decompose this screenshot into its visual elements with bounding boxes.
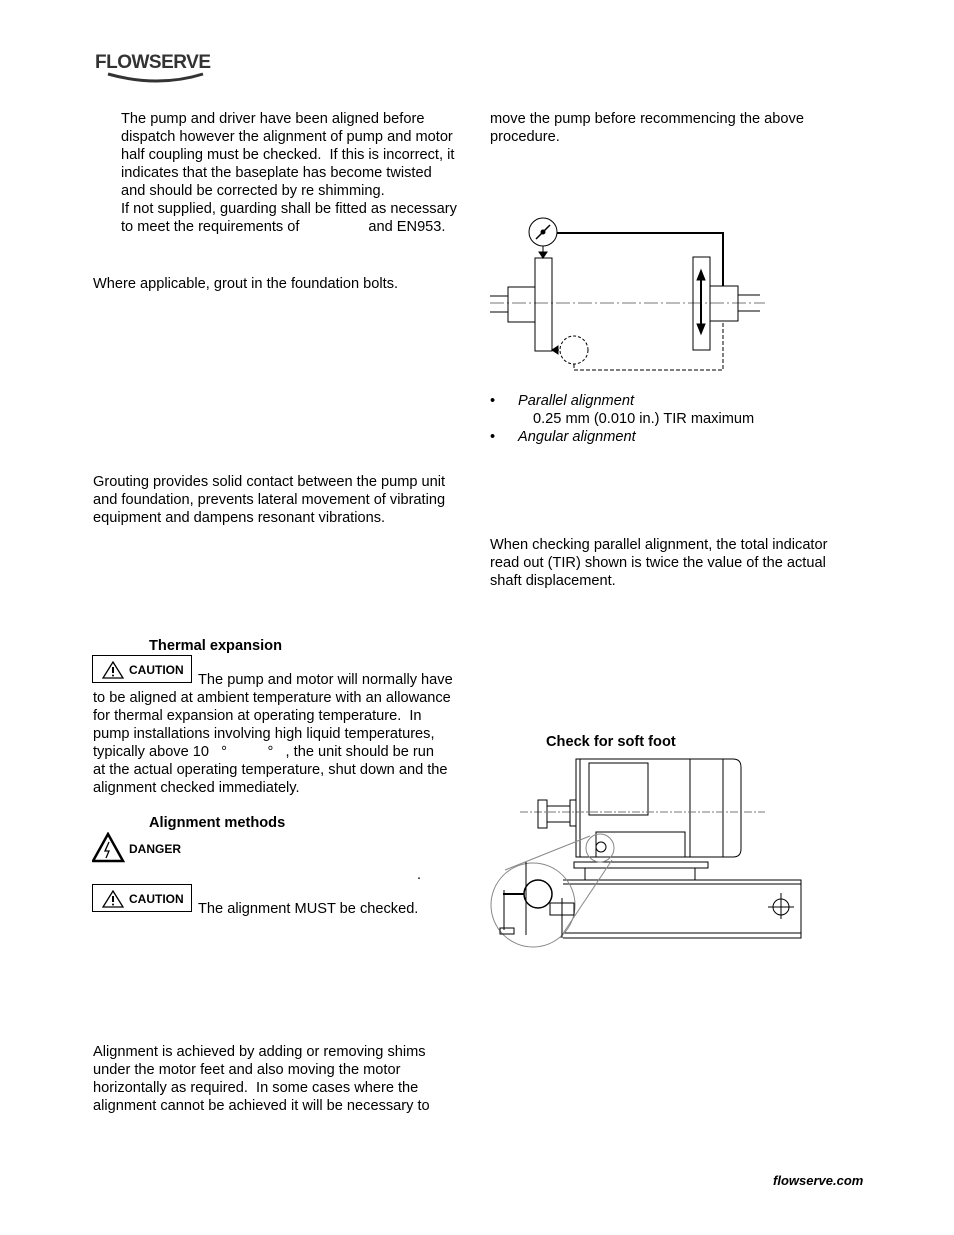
heading-thermal-expansion: Thermal expansion: [149, 638, 283, 654]
text-line: read out (TIR) shown is twice the value of the actual: [490, 555, 826, 571]
text-line: alignment cannot be achieved it will be necessary to: [93, 1098, 430, 1114]
text-line: If not supplied, guarding shall be fitted as necessary: [121, 201, 457, 217]
text-line: for thermal expansion at operating temperature. In: [93, 708, 422, 724]
text-line: alignment checked immediately.: [93, 780, 300, 796]
text-line: typically above 10 ° ° , the unit should be run: [93, 744, 435, 760]
text-line: horizontally as required. In some cases where the: [93, 1080, 419, 1096]
caution-text: CAUTION: [129, 663, 184, 677]
text-line: pump installations involving high liquid temperatures,: [93, 726, 435, 742]
heading-soft-foot: Check for soft foot: [546, 734, 676, 750]
text-line: shaft displacement.: [490, 573, 616, 589]
text-line: procedure.: [490, 129, 560, 145]
bullet-icon: •: [490, 429, 496, 445]
text-line: and foundation, prevents lateral movement of vibrating: [93, 492, 446, 508]
caution-alignment-text: The alignment MUST be checked.: [198, 901, 419, 917]
footer-website: flowserve.com: [773, 1173, 864, 1188]
text-line: at the actual operating temperature, shut down and the: [93, 762, 448, 778]
text-line: The pump and driver have been aligned before: [121, 111, 425, 127]
text-line: indicates that the baseplate has become twisted: [121, 165, 432, 181]
text-line: to meet the requirements of and EN953.: [121, 219, 446, 235]
text-line: and should be corrected by re shimming.: [121, 183, 385, 199]
text-line: dispatch however the alignment of pump and motor: [121, 129, 453, 145]
text-line: Where applicable, grout in the foundation bolts.: [93, 276, 399, 292]
logo-text: FLOWSERVE: [95, 52, 211, 73]
bullet-detail: 0.25 mm (0.010 in.) TIR maximum: [533, 411, 755, 427]
soft-foot-diagram: [491, 759, 801, 947]
thermal-text-first: The pump and motor will normally have: [198, 672, 453, 688]
bullet-icon: •: [490, 393, 496, 409]
text-line: When checking parallel alignment, the total indicator: [490, 537, 828, 553]
parallel-alignment-diagram: [490, 218, 765, 370]
heading-alignment-methods: Alignment methods: [149, 815, 286, 831]
text-line: Alignment is achieved by adding or removing shims: [93, 1044, 426, 1060]
text-line: Grouting provides solid contact between the pump unit: [93, 474, 446, 490]
danger-period: .: [417, 867, 422, 883]
text-line: equipment and dampens resonant vibrations.: [93, 510, 386, 526]
danger-text: DANGER: [129, 842, 182, 856]
text-line: half coupling must be checked. If this is incorrect, it: [121, 147, 455, 163]
text-line: to be aligned at ambient temperature with an allowance: [93, 690, 451, 706]
text-line: move the pump before recommencing the above: [490, 111, 804, 127]
caution-text: CAUTION: [129, 892, 184, 906]
text-line: under the motor feet and also moving the motor: [93, 1062, 401, 1078]
bullet-label: Angular alignment: [518, 429, 636, 445]
bullet-label: Parallel alignment: [518, 393, 635, 409]
